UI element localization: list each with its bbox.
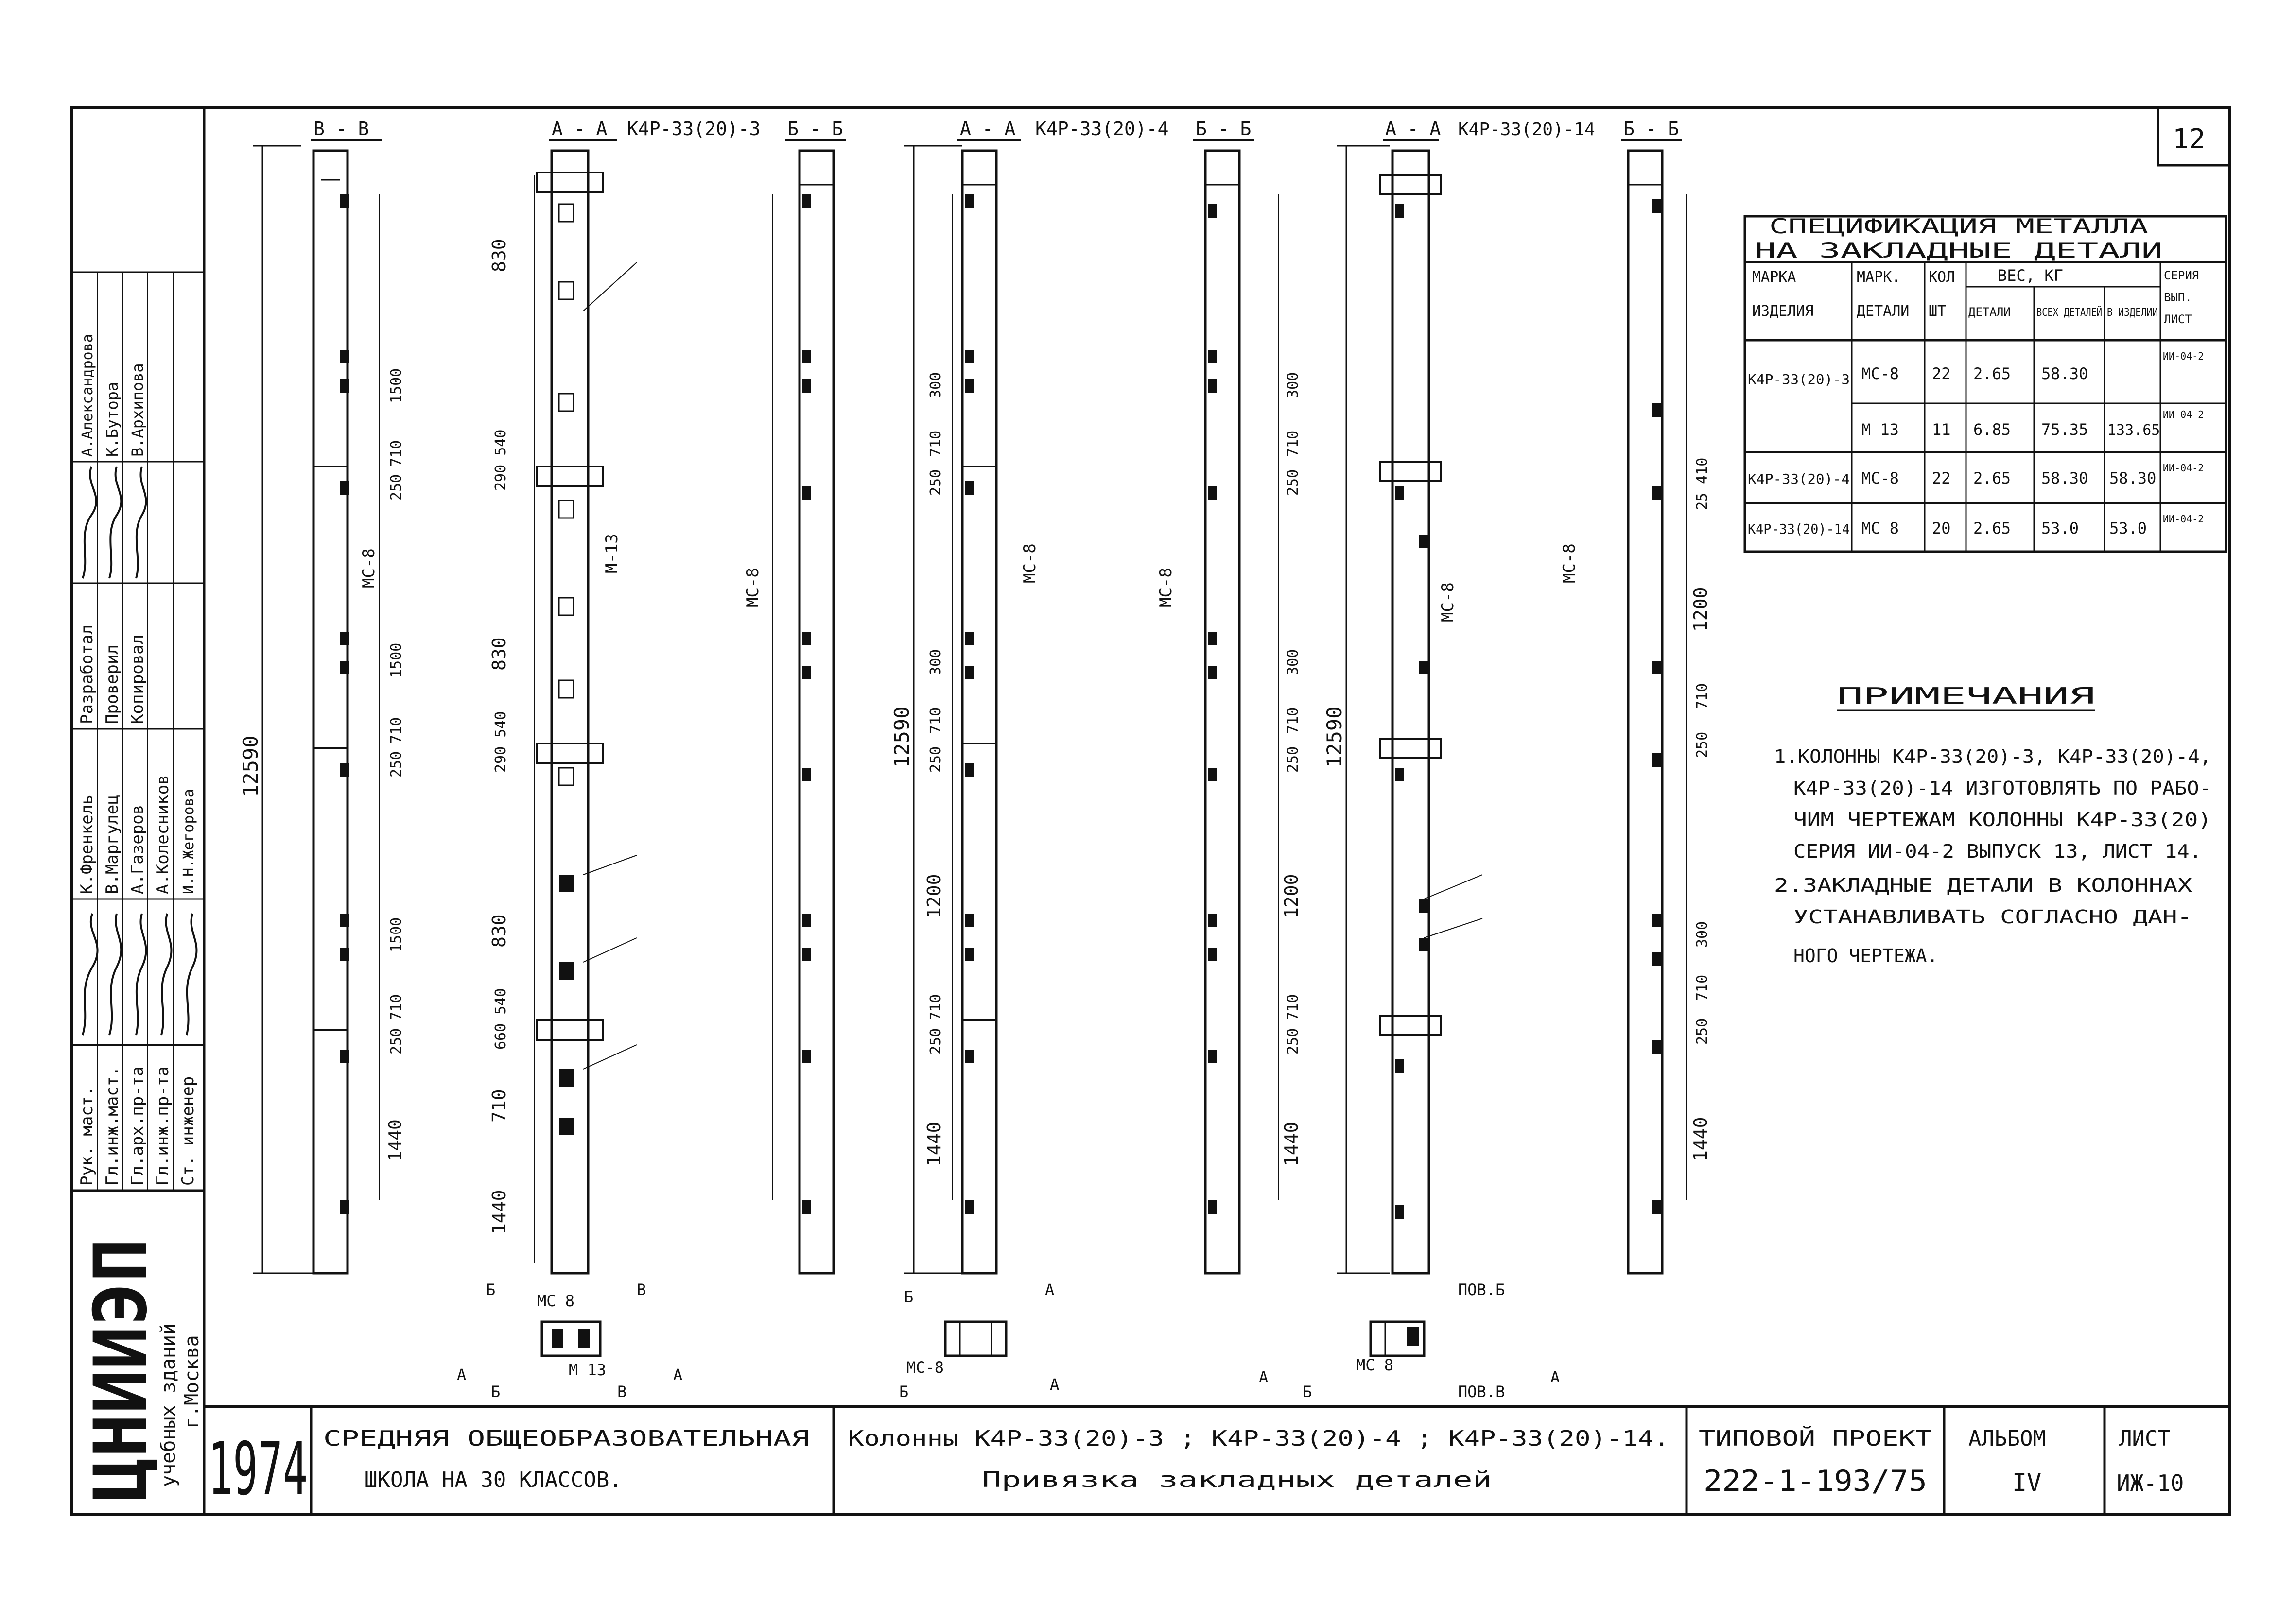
project-name-1: СРЕДНЯЯ ОБЩЕОБРАЗОВАТЕЛЬНАЯ: [323, 1426, 809, 1451]
hdr-qty-2: ШТ: [1929, 303, 1947, 320]
hdr-series-2: ВЫП.: [2164, 291, 2192, 304]
dim-right-1-3: 250: [388, 474, 405, 501]
dim-left-2-1: 300: [927, 372, 944, 398]
row2-witem: 133.65: [2107, 422, 2160, 439]
section-label-b-3: Б - Б: [1623, 118, 1679, 139]
plan-detail-2: [945, 1322, 1006, 1356]
title-block: [208, 1407, 2184, 1515]
hdr-series-3: ЛИСТ: [2164, 312, 2192, 326]
dim-left-2-8: 710: [927, 994, 944, 1020]
dim-left-1-3: 830: [488, 637, 510, 671]
column-group-k4p-4: [890, 118, 1302, 1401]
dim-left-2-9: 250: [927, 1028, 944, 1054]
sheet-number: 12: [2173, 123, 2206, 155]
note-line-4: СЕРИЯ ИИ-04-2 ВЫПУСК 13, ЛИСТ 14.: [1793, 841, 2202, 862]
dim-left-2-4: 300: [927, 649, 944, 675]
dim-left-2-7: 1200: [923, 874, 945, 918]
logo-sub2: г.Москва: [181, 1335, 203, 1429]
plan3-label-5: ПОВ.В: [1458, 1382, 1505, 1401]
duty-2: Проверил: [103, 644, 122, 724]
drawing-name-1: Колонны К4Р-33(20)-3 ; К4Р-33(20)-4 ; К4Р-33(20)-14.: [848, 1426, 1670, 1451]
row2-wpart: 6.85: [1973, 420, 2011, 439]
column-body-2a: [962, 151, 996, 1273]
signature-1: [83, 914, 98, 1035]
row2-series: ИИ-04-2: [2163, 409, 2204, 420]
dim-left-1-2: 290 540: [492, 429, 509, 491]
column-group-k4p-3: [239, 118, 846, 1401]
dim-left-1-8: 1440: [488, 1190, 510, 1234]
column-body-1a: [313, 151, 348, 1273]
album-label: АЛЬБОМ: [1968, 1426, 2046, 1451]
dim-right-1-10: 1440: [385, 1119, 405, 1161]
part-label-3b: МС-8: [1560, 543, 1579, 583]
spec-table: [1745, 214, 2226, 552]
note-line-2: К4Р-33(20)-14 ИЗГОТОВЛЯТЬ ПО РАБО-: [1793, 778, 2211, 799]
column-mark-3: К4Р-33(20)-14: [1458, 120, 1595, 139]
dim-left-2-5: 710: [927, 707, 944, 734]
role-5: Ст. инженер: [178, 1076, 198, 1186]
row3-part: МС-8: [1861, 469, 1899, 487]
row4-wall: 53.0: [2041, 519, 2079, 537]
row3-wall: 58.30: [2041, 469, 2088, 487]
section-label-a-3: А - А: [1385, 118, 1441, 139]
plan2-label-4: Б: [899, 1382, 909, 1401]
dim-right-2-8: 710: [1285, 994, 1302, 1020]
row3-series: ИИ-04-2: [2163, 462, 2204, 474]
plan3-label-4: МС 8: [1356, 1356, 1394, 1374]
spec-title-1: СПЕЦИФИКАЦИЯ МЕТАЛЛА: [1769, 214, 2148, 238]
executor-1: А.Александрова: [79, 334, 96, 457]
part-label-1a: МС-8: [359, 548, 379, 588]
name-4: А.Колесников: [153, 775, 173, 894]
logo-sub1: учебных зданий: [157, 1323, 180, 1487]
section-label-a-1: А - А: [552, 118, 608, 139]
hdr-mark-item-1: МАРКА: [1752, 269, 1796, 286]
dim-right-1-9: 250: [388, 1028, 405, 1054]
plan3-label-2: А: [1259, 1368, 1269, 1386]
total-length-2: 12590: [890, 706, 914, 768]
hdr-series-1: СЕРИЯ: [2164, 269, 2199, 282]
total-length-3: 12590: [1322, 706, 1346, 768]
dim-right-2-6: 250: [1285, 746, 1302, 773]
drawing-name-2: Привязка закладных деталей: [982, 1468, 1492, 1492]
duty-1: Разработал: [77, 624, 97, 724]
row1-wall: 58.30: [2041, 364, 2088, 383]
dim-left-1-4: 290 540: [492, 711, 509, 773]
row1-series: ИИ-04-2: [2163, 350, 2204, 362]
console-1b-1: [537, 173, 603, 192]
year: 1974: [208, 1427, 308, 1512]
logo-text: ЦНИИЭП: [79, 1238, 163, 1502]
role-4: Гл.инж.пр-та: [153, 1066, 173, 1186]
dim-left-2-2: 710: [927, 430, 944, 457]
dim-right-2-10: 1440: [1281, 1122, 1302, 1166]
signature-4: [161, 914, 171, 1035]
signature-7: [109, 467, 121, 578]
plan2-label-5: А: [1050, 1375, 1060, 1394]
dim-right-1-4: 1500: [388, 642, 405, 678]
name-1: К.Френкель: [77, 795, 97, 894]
dim-right-3-2: 1200: [1690, 587, 1711, 632]
column-body-1b: [552, 151, 588, 1273]
hdr-w-item: В ИЗДЕЛИИ: [2107, 307, 2158, 319]
plan1-label-8: А: [673, 1365, 683, 1384]
dim-left-1-1: 830: [488, 239, 510, 272]
dim-right-2-5: 710: [1285, 707, 1302, 734]
column-mark-1: К4Р-33(20)-3: [627, 118, 761, 139]
hdr-mark-part-2: ДЕТАЛИ: [1857, 303, 1910, 320]
dim-right-3-8: 1440: [1690, 1117, 1711, 1161]
row1-part: МС-8: [1861, 364, 1899, 383]
dim-right-1-6: 250: [388, 751, 405, 778]
note-line-7: НОГО ЧЕРТЕЖА.: [1793, 945, 1938, 967]
project-name-2: ШКОЛА НА 30 КЛАССОВ.: [365, 1468, 622, 1492]
signature-6: [83, 467, 96, 578]
dim-right-3-5: 300: [1694, 921, 1711, 948]
column-group-k4p-14: [1259, 118, 1711, 1401]
part-label-3a: МС-8: [1438, 582, 1458, 622]
dim-right-1-1: 1500: [388, 368, 405, 403]
hdr-mark-item-2: ИЗДЕЛИЯ: [1752, 303, 1814, 320]
note-line-1: 1.КОЛОННЫ К4Р-33(20)-3, К4Р-33(20)-4,: [1774, 746, 2211, 767]
plan2-label-2: А: [1045, 1280, 1055, 1299]
column-body-3a: [1392, 151, 1429, 1273]
plan1-label-6: М 13: [569, 1361, 607, 1379]
role-3: Гл.арх.пр-та: [128, 1066, 147, 1186]
hdr-mark-part-1: МАРК.: [1857, 269, 1901, 286]
console-3a-1: [1380, 175, 1441, 194]
row3-qty: 22: [1932, 469, 1951, 487]
plan2-label-1: Б: [904, 1288, 914, 1306]
plan1-label-3: МС 8: [537, 1292, 575, 1310]
hdr-qty-1: КОЛ: [1929, 269, 1955, 286]
dim-right-2-4: 300: [1285, 649, 1302, 675]
console-1b-3: [537, 743, 603, 763]
hdr-weight: ВЕС, КГ: [1998, 266, 2063, 285]
plan1-label-2: В: [637, 1280, 646, 1299]
dim-right-3-7: 250: [1694, 1018, 1711, 1045]
column-body-3b: [1628, 151, 1662, 1273]
row1-wpart: 2.65: [1973, 364, 2011, 383]
row4-qty: 20: [1932, 519, 1951, 537]
dim-right-1-2: 710: [388, 440, 405, 467]
signature-5: [187, 914, 196, 1035]
note-line-3: ЧИМ ЧЕРТЕЖАМ КОЛОННЫ К4Р-33(20): [1793, 809, 2211, 830]
signature-8: [136, 467, 146, 578]
console-3a-3: [1380, 739, 1441, 758]
section-label-b-1: Б - Б: [787, 118, 843, 139]
dim-right-2-3: 250: [1285, 469, 1302, 496]
dim-left-1-6: 660 540: [492, 988, 509, 1050]
section-label-b-2: Б - Б: [1196, 118, 1252, 139]
dim-left-1-5: 830: [488, 914, 510, 948]
dim-left-2-3: 250: [927, 469, 944, 496]
plan1-label-1: Б: [486, 1280, 496, 1299]
sheet-label: ЛИСТ: [2119, 1426, 2171, 1451]
row2-part: М 13: [1861, 420, 1899, 439]
left-strip: [72, 272, 204, 1502]
row3-wpart: 2.65: [1973, 469, 2011, 487]
duty-3: Копировал: [128, 634, 147, 724]
notes-title: ПРИМЕЧАНИЯ: [1837, 683, 2095, 709]
section-label-a-2: А - А: [960, 118, 1016, 139]
column-body-2b: [1205, 151, 1239, 1273]
column-mark-2: К4Р-33(20)-4: [1035, 118, 1169, 139]
dim-right-3-3: 710: [1694, 683, 1711, 709]
plan3-label-6: А: [1550, 1368, 1560, 1386]
plan-detail-1: [542, 1322, 600, 1356]
dim-right-2-9: 250: [1285, 1028, 1302, 1054]
dim-left-2-6: 250: [927, 746, 944, 773]
part-label-1c: МС-8: [743, 568, 763, 607]
console-3a-2: [1380, 462, 1441, 481]
plan1-label-4: А: [457, 1365, 467, 1384]
dim-left-2-10: 1440: [923, 1122, 945, 1166]
note-line-6: УСТАНАВЛИВАТЬ СОГЛАСНО ДАН-: [1793, 906, 2192, 928]
row3-witem: 58.30: [2109, 469, 2157, 487]
console-3a-4: [1380, 1016, 1441, 1035]
console-1b-4: [537, 1020, 603, 1040]
signature-3: [136, 914, 146, 1035]
signature-2: [109, 914, 121, 1035]
row3-item: К4Р-33(20)-4: [1748, 471, 1850, 487]
role-1: Рук. маст.: [77, 1086, 97, 1186]
spec-title-2: НА ЗАКЛАДНЫЕ ДЕТАЛИ: [1755, 239, 2163, 262]
row1-qty: 22: [1932, 364, 1951, 383]
plan1-label-5: Б: [491, 1382, 501, 1401]
part-label-2b: МС-8: [1156, 568, 1176, 607]
dim-left-1-7: 710: [488, 1089, 510, 1123]
album-number: IV: [2012, 1469, 2042, 1497]
row4-wpart: 2.65: [1973, 519, 2011, 537]
dim-right-3-6: 710: [1694, 974, 1711, 1001]
hdr-w-part: ДЕТАЛИ: [1968, 305, 2011, 319]
part-label-1b: М-13: [602, 534, 622, 573]
plan3-label-1: ПОВ.Б: [1458, 1280, 1505, 1299]
row2-qty: 11: [1932, 420, 1951, 439]
section-label-v-1: В - В: [313, 118, 369, 139]
note-line-5: 2.ЗАКЛАДНЫЕ ДЕТАЛИ В КОЛОННАХ: [1774, 875, 2192, 896]
plan2-label-3: МС-8: [906, 1358, 944, 1377]
name-2: В.Маргулец: [103, 795, 122, 894]
row4-item: К4Р-33(20)-14: [1748, 521, 1850, 537]
console-1b-2: [537, 467, 603, 486]
dim-right-2-7: 1200: [1281, 874, 1302, 918]
typical-project-label: ТИПОВОЙ ПРОЕКТ: [1699, 1426, 1879, 1451]
sheet-code: ИЖ-10: [2117, 1470, 2184, 1496]
dim-right-3-1: 25 410: [1694, 457, 1711, 510]
row4-series: ИИ-04-2: [2163, 513, 2204, 525]
total-length-1: 12590: [239, 735, 262, 797]
dim-right-2-1: 300: [1285, 372, 1302, 398]
hdr-w-all: ВСЕХ ДЕТАЛЕЙ: [2036, 307, 2114, 319]
row4-witem: 53.0: [2109, 519, 2147, 537]
name-5: И.Н.Жегорова: [180, 789, 197, 894]
row1-item: К4Р-33(20)-3: [1748, 371, 1850, 387]
name-3: А.Газеров: [128, 804, 147, 894]
typical-project-number: 222-1-193/75: [1704, 1464, 1927, 1498]
column-body-1c: [800, 151, 834, 1273]
row2-wall: 75.35: [2041, 420, 2088, 439]
executor-2: К.Бутора: [103, 381, 122, 457]
executor-3: В.Архипова: [128, 363, 147, 457]
plan1-label-7: В: [617, 1382, 627, 1401]
role-2: Гл.инж.маст.: [103, 1066, 122, 1186]
dim-right-2-2: 710: [1285, 430, 1302, 457]
dim-right-1-8: 710: [388, 994, 405, 1020]
part-label-2a: МС-8: [1020, 543, 1040, 583]
row4-part: МС 8: [1861, 519, 1899, 537]
dim-right-1-5: 710: [388, 717, 405, 743]
plan3-label-3: Б: [1303, 1382, 1312, 1401]
notes: [1774, 683, 2211, 967]
dim-right-1-7: 1500: [388, 917, 405, 952]
dim-right-3-4: 250: [1694, 731, 1711, 758]
